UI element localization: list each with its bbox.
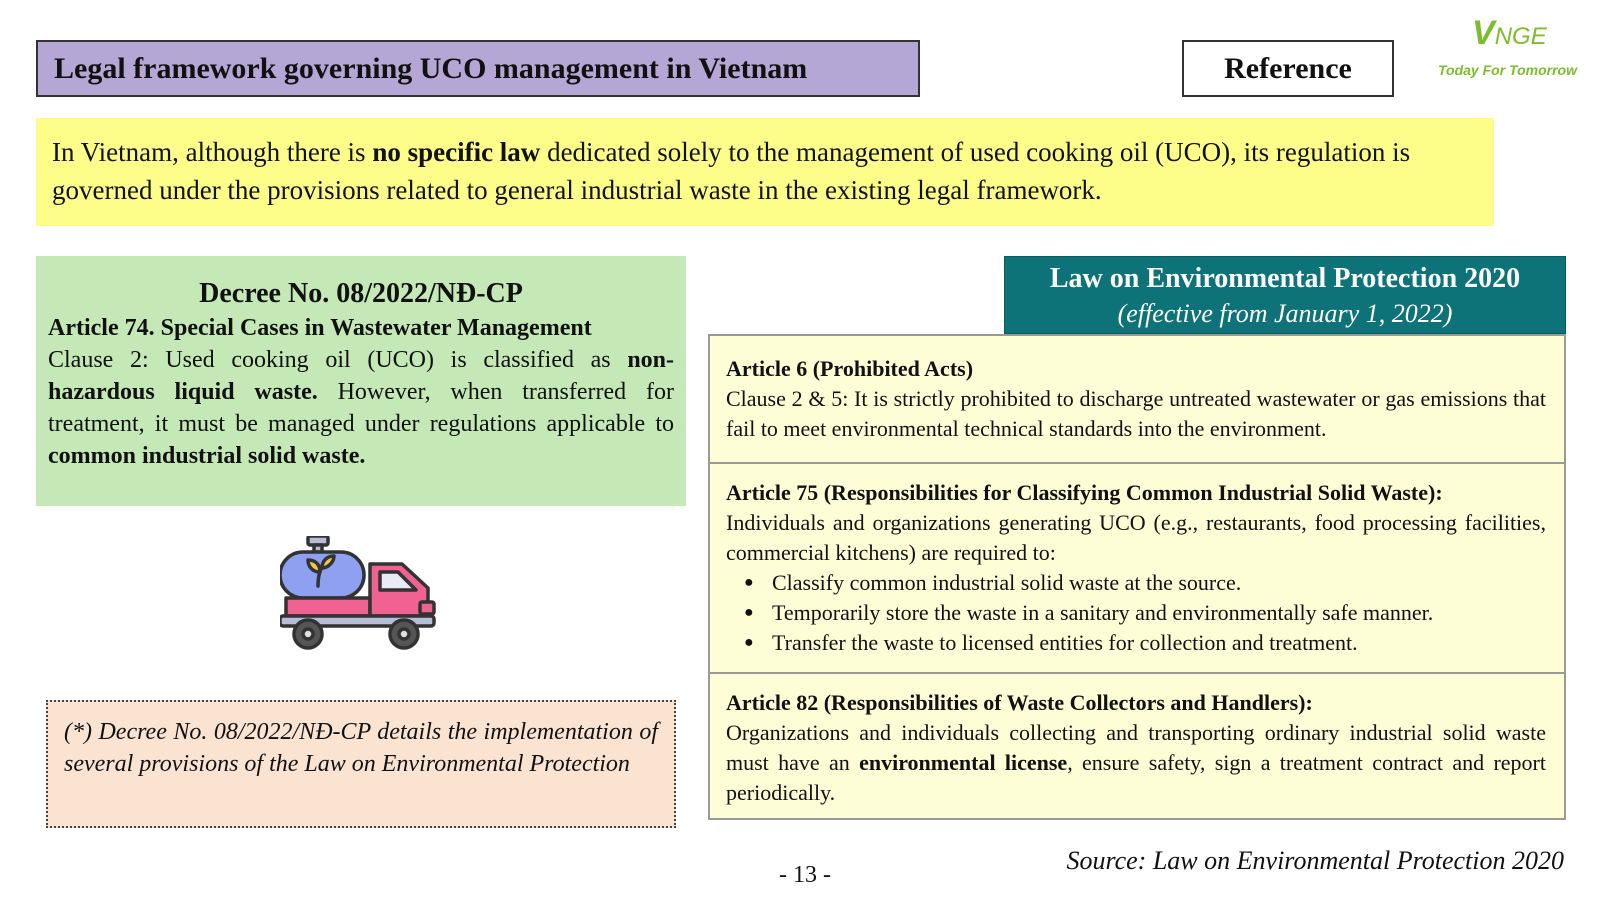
law-subtitle: (effective from January 1, 2022) xyxy=(1117,299,1453,328)
law-title: Law on Environmental Protection 2020 xyxy=(1049,263,1521,294)
list-item: ● Temporarily store the waste in a sanitary and environmentally safe manner. xyxy=(772,598,1546,628)
slide-title: Legal framework governing UCO management in Vietnam xyxy=(36,40,920,97)
source-citation: Source: Law on Environmental Protection 2020 xyxy=(1066,846,1564,875)
vnge-logo xyxy=(1432,14,1592,84)
article-body-text-2: , ensure safety, sign a treatment contract and report periodically. xyxy=(726,750,1546,805)
decree-clause-bold-1: non-hazardous liquid waste. xyxy=(48,347,674,405)
decree-article: Article 74. Special Cases in Wastewater Management xyxy=(48,315,592,341)
law-articles-panel xyxy=(708,334,1566,820)
logo-rest: NGE xyxy=(1494,23,1547,50)
intro-box xyxy=(36,118,1494,226)
decree-box xyxy=(36,256,686,506)
page-number: - 13 - xyxy=(779,862,831,888)
article-heading: Article 82 (Responsibilities of Waste Collectors and Handlers): xyxy=(726,690,1313,715)
article-body: Individuals and organizations generating UCO (e.g., restaurants, food processing facilities, commercial kitchens) are required to: xyxy=(726,510,1546,565)
reference-label: Reference xyxy=(1182,40,1394,97)
article-body-bold: environmental license xyxy=(859,750,1068,775)
list-item: ● Transfer the waste to licensed entities for collection and treatment. xyxy=(772,628,1546,658)
article-body: Clause 2 & 5: It is strictly prohibited to discharge untreated wastewater or gas emissions that fail to meet environmental technical standards into the environment. xyxy=(726,386,1546,441)
logo-mark xyxy=(1472,14,1547,53)
decree-clause-text-2: However, when transferred for treatment, it must be managed under regulations applicable to xyxy=(48,379,674,437)
intro-text-2: dedicated solely to the management of used cooking oil (UCO), its regulation is governed under the provisions related to general industrial waste in the existing legal framework. xyxy=(52,137,1411,205)
article-75-section xyxy=(710,462,1564,672)
logo-letter: V xyxy=(1472,14,1495,52)
logo-tagline: Today For Tomorrow xyxy=(1438,62,1577,78)
decree-clause-text-1: Clause 2: Used cooking oil (UCO) is classified as xyxy=(48,347,628,373)
article-heading: Article 75 (Responsibilities for Classifying Common Industrial Solid Waste): xyxy=(726,480,1443,505)
article-6-section xyxy=(710,336,1564,462)
decree-title: Decree No. 08/2022/NĐ-CP xyxy=(199,278,523,309)
intro-text-bold: no specific law xyxy=(372,137,541,167)
list-item: ● Classify common industrial solid waste at the source. xyxy=(772,568,1546,598)
law-header xyxy=(1004,256,1566,334)
oil-tanker-truck-icon xyxy=(280,536,442,656)
intro-text-1: In Vietnam, although there is xyxy=(52,137,373,167)
bullet-list xyxy=(726,568,1546,658)
footnote-box: (*) Decree No. 08/2022/NĐ-CP details the implementation of several provisions of the Law on Environmental Protection xyxy=(46,700,676,828)
article-82-section xyxy=(710,672,1564,818)
decree-clause-bold-2: common industrial solid waste. xyxy=(48,443,366,469)
article-heading: Article 6 (Prohibited Acts) xyxy=(726,356,974,381)
decree-clause xyxy=(48,344,674,472)
article-body-text-1: Organizations and individuals collecting and transporting ordinary industrial solid waste must have an xyxy=(726,720,1546,775)
article-body xyxy=(726,718,1546,808)
